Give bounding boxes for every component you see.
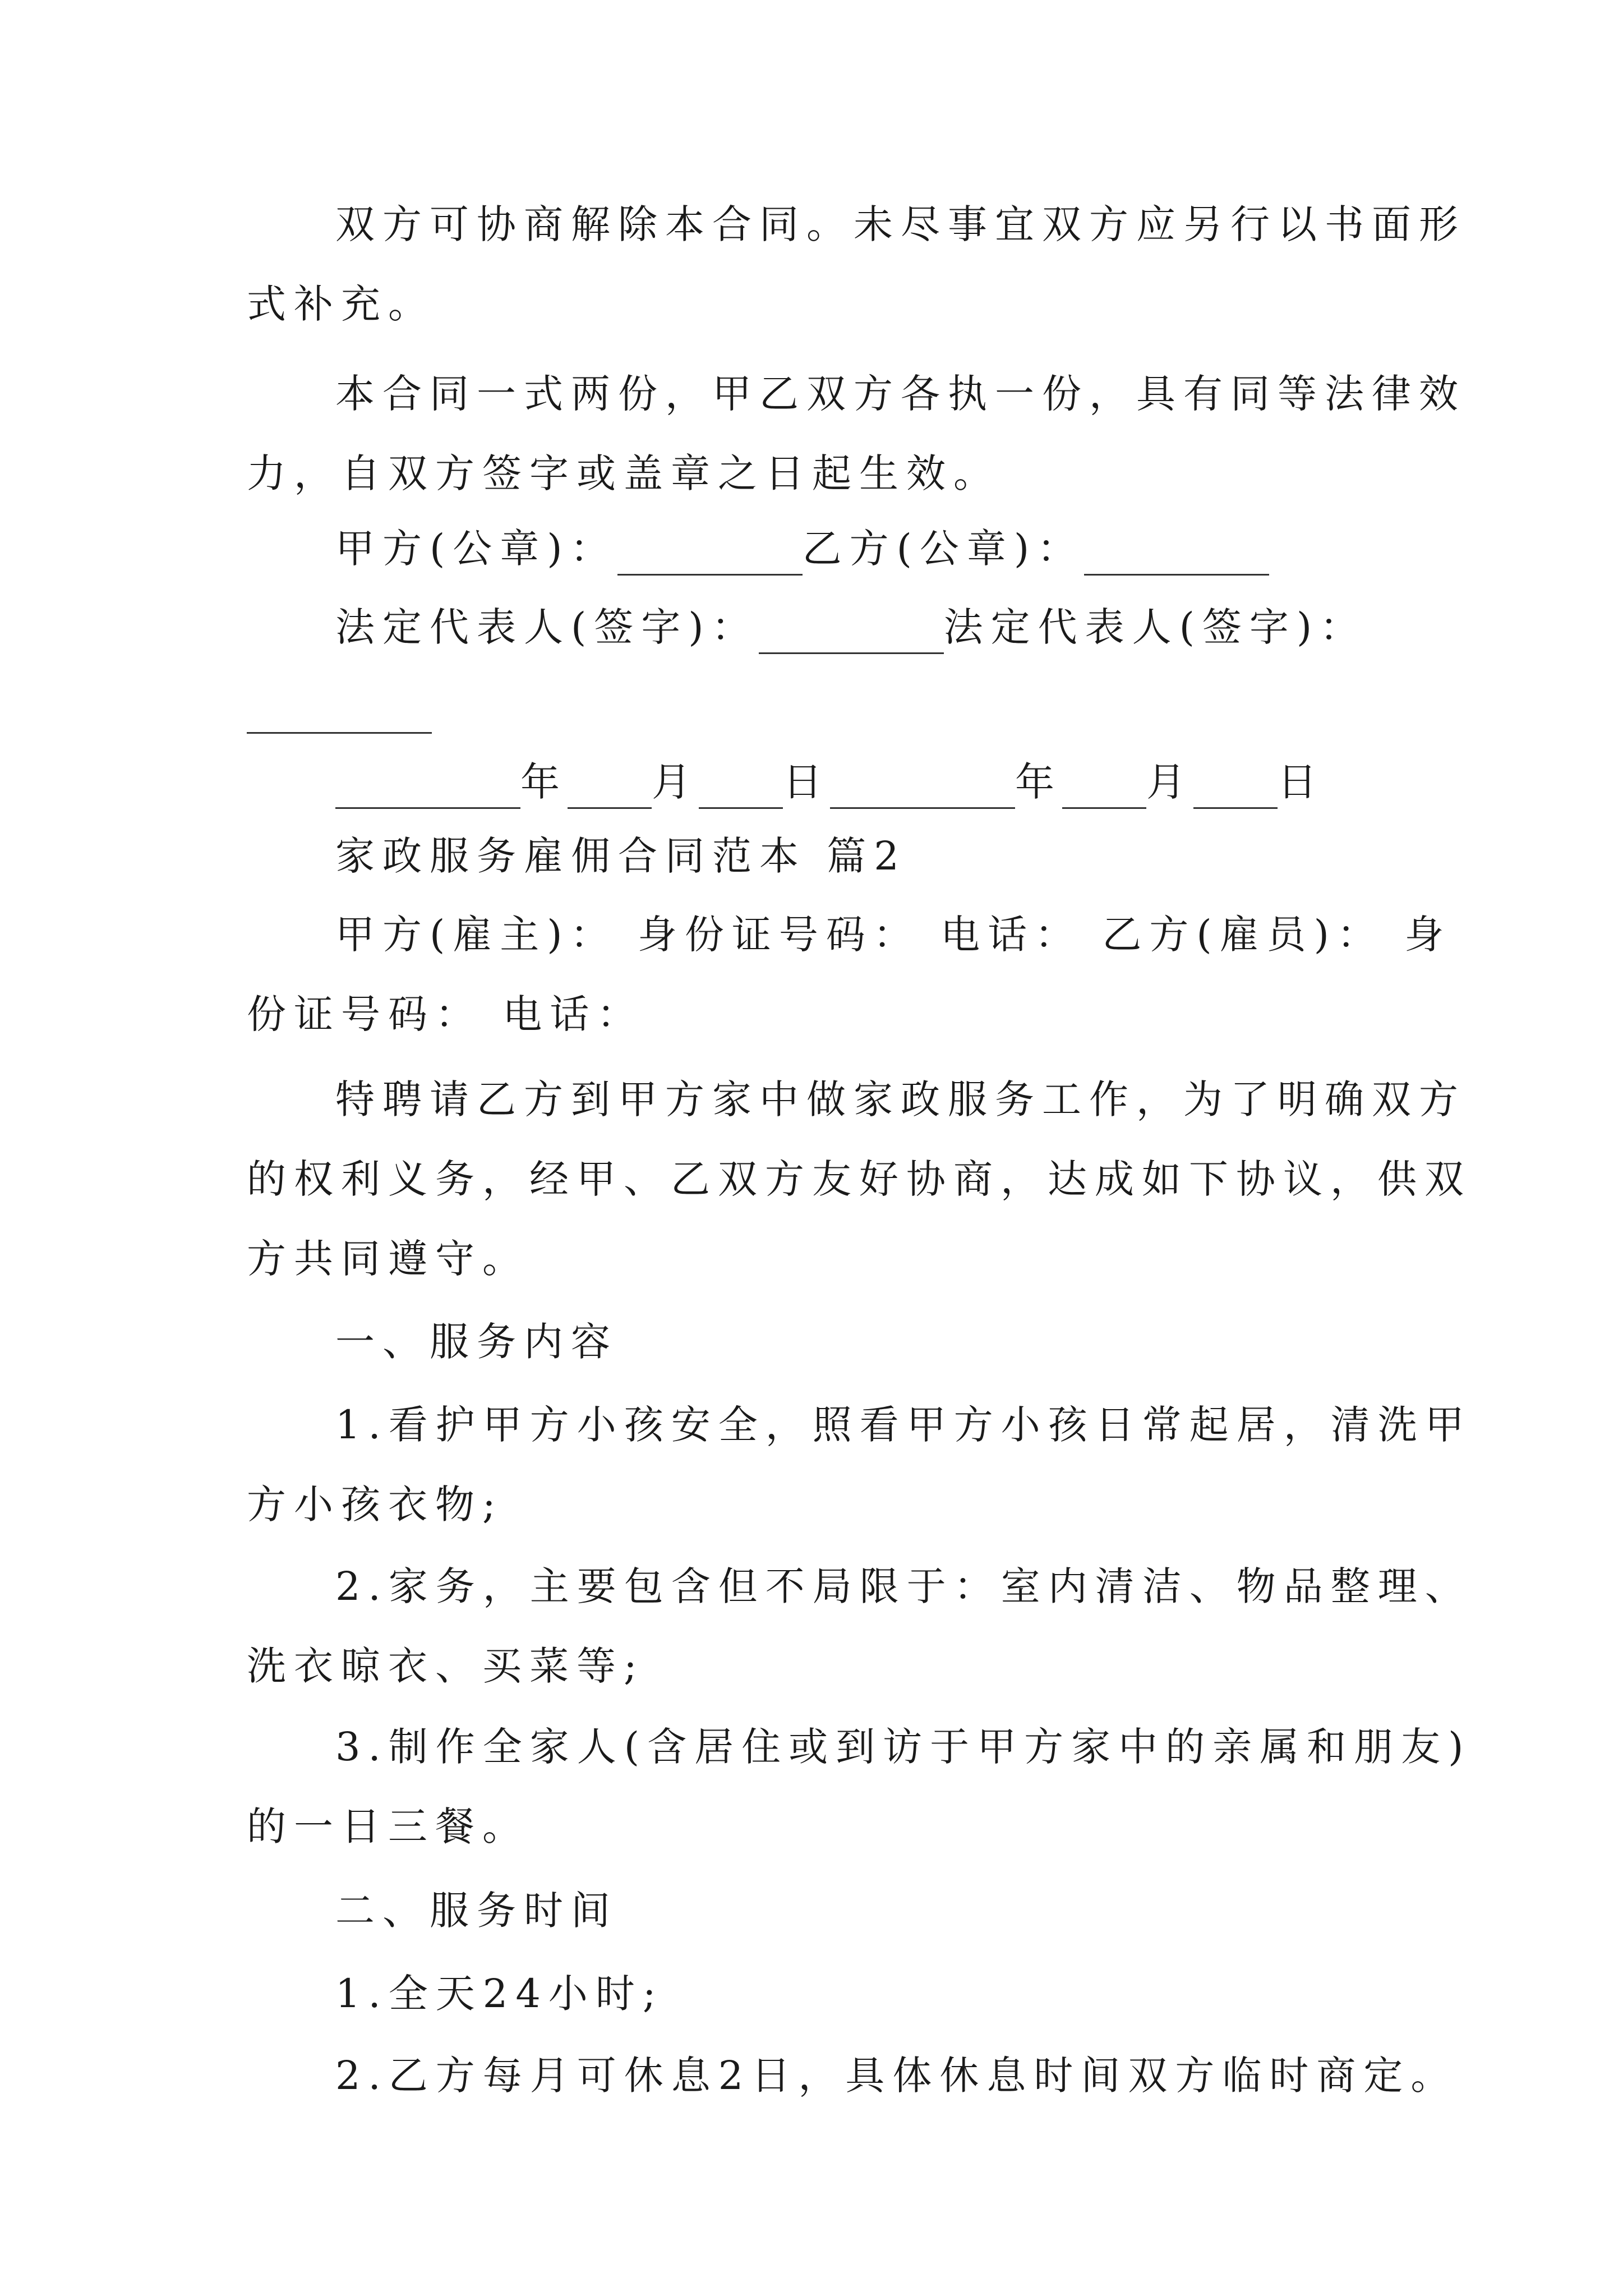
paragraph-line: 力，自双方签字或盖章之日起生效。 — [247, 450, 1000, 496]
paragraph-line: 本合同一式两份，甲乙双方各执一份，具有同等法律效 — [335, 371, 1466, 417]
month-label: 月 — [1146, 759, 1193, 805]
legal-rep-b-blank — [247, 691, 432, 734]
year-b-blank — [830, 766, 1015, 809]
legal-rep-b-blank-line — [247, 680, 432, 734]
month-label: 月 — [652, 759, 699, 805]
paragraph-line: 份证号码： 电话： — [247, 991, 644, 1037]
legal-rep-line — [335, 600, 1367, 654]
legal-rep-a-blank — [759, 611, 944, 654]
clause-heading: 二、服务时间 — [335, 1888, 618, 1934]
paragraph-line: 的一日三餐。 — [247, 1803, 529, 1849]
clause-heading: 一、服务内容 — [335, 1319, 618, 1365]
month-b-blank — [1062, 766, 1146, 809]
year-a-blank — [335, 766, 520, 809]
paragraph-line: 1.全天24小时; — [335, 1971, 664, 2017]
paragraph-line: 双方可协商解除本合同。未尽事宜双方应另行以书面形 — [335, 201, 1466, 247]
party-b-seal-label: 乙方(公章)： — [802, 526, 1085, 572]
paragraph-line: 洗衣晾衣、买菜等; — [247, 1643, 645, 1689]
legal-rep-a-label: 法定代表人(签字)： — [335, 604, 759, 650]
year-label: 年 — [1015, 759, 1062, 805]
year-label: 年 — [520, 759, 568, 805]
paragraph-line: 的权利义务，经甲、乙双方友好协商，达成如下协议，供双 — [247, 1156, 1472, 1202]
seal-line — [335, 522, 1269, 576]
section-heading: 家政服务雇佣合同范本 篇2 — [335, 833, 907, 879]
paragraph-line: 2.家务，主要包含但不局限于：室内清洁、物品整理、 — [335, 1563, 1472, 1609]
day-label: 日 — [783, 759, 830, 805]
paragraph-line: 特聘请乙方到甲方家中做家政服务工作，为了明确双方 — [335, 1076, 1466, 1122]
party-a-seal-blank — [617, 532, 803, 576]
paragraph-line: 式补充。 — [247, 281, 435, 327]
paragraph-line: 方小孩衣物; — [247, 1481, 504, 1527]
paragraph-line: 2.乙方每月可休息2日，具体休息时间双方临时商定。 — [335, 2053, 1458, 2099]
month-a-blank — [568, 766, 652, 809]
party-b-seal-blank — [1084, 532, 1269, 576]
party-a-seal-label: 甲方(公章)： — [335, 526, 617, 572]
paragraph-line: 1.看护甲方小孩安全，照看甲方小孩日常起居，清洗甲 — [335, 1402, 1472, 1448]
legal-rep-b-label: 法定代表人(签字)： — [943, 604, 1367, 650]
day-b-blank — [1193, 766, 1278, 809]
paragraph-line: 方共同遵守。 — [247, 1236, 529, 1282]
day-a-blank — [699, 766, 783, 809]
date-line — [335, 755, 1325, 809]
paragraph-line: 甲方(雇主)： 身份证号码： 电话： 乙方(雇员)： 身 — [335, 912, 1452, 958]
day-label: 日 — [1278, 759, 1325, 805]
paragraph-line: 3.制作全家人(含居住或到访于甲方家中的亲属和朋友) — [335, 1724, 1472, 1770]
